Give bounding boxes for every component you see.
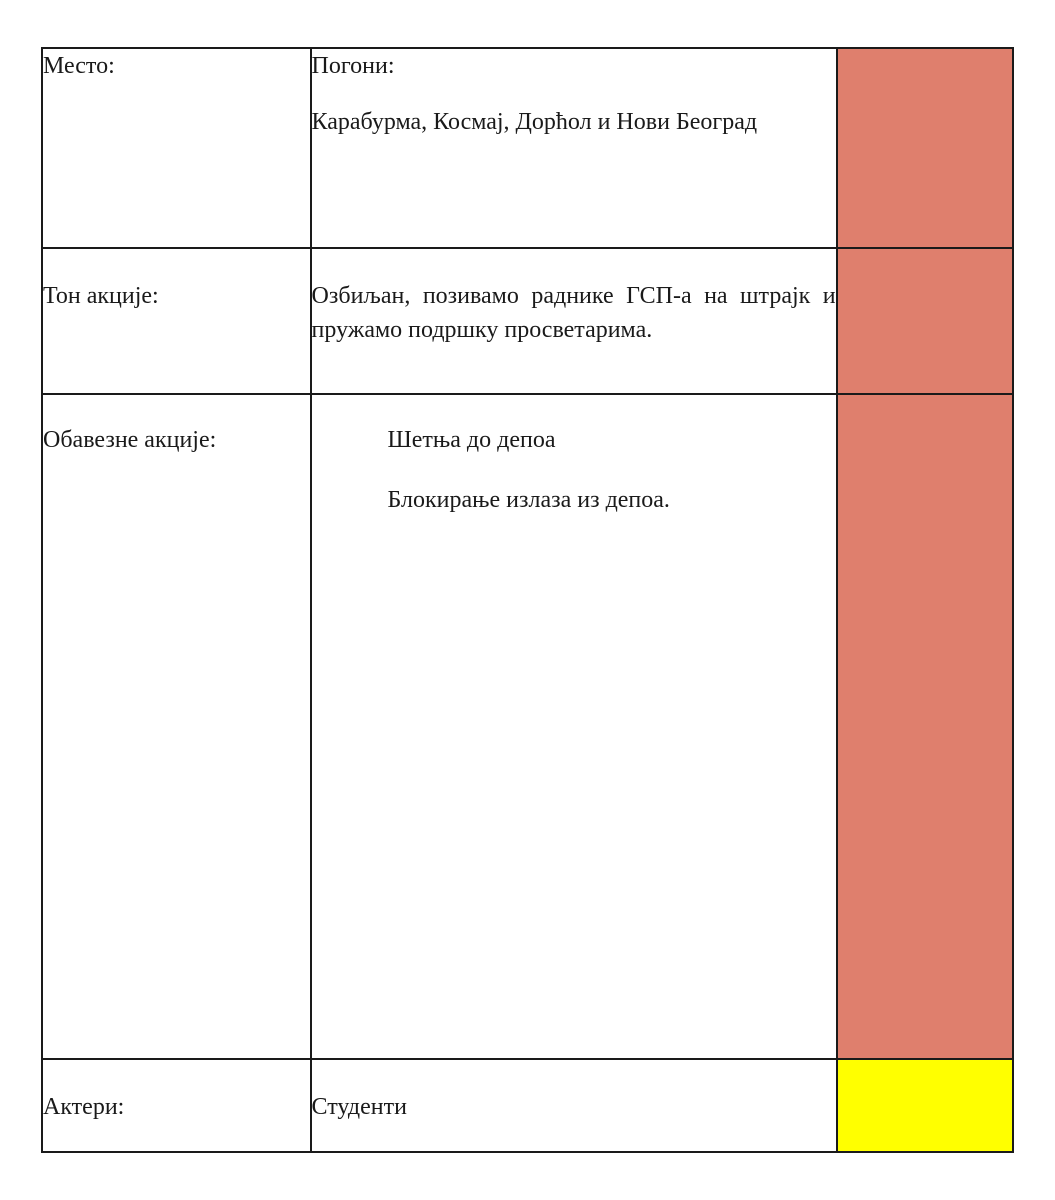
actions-status-cell — [837, 394, 1013, 1059]
actions-value — [311, 394, 837, 1059]
place-value-line: Карабурма, Космај, Дорћол и Нови Београд — [311, 109, 758, 135]
tone-status-cell — [837, 248, 1013, 394]
table-row-actors — [42, 1059, 1013, 1152]
place-value-line: Погони: — [311, 53, 395, 79]
actions-label: Обавезне акције: — [42, 394, 311, 1059]
table-row-place — [42, 48, 1013, 248]
actors-label: Актери: — [42, 1059, 311, 1152]
tone-value — [311, 248, 837, 394]
place-label: Место: — [42, 48, 311, 248]
place-value — [311, 48, 837, 248]
actors-status-cell — [837, 1059, 1013, 1152]
actors-value-text: Студенти — [311, 1094, 407, 1120]
place-status-cell — [837, 48, 1013, 248]
tone-label: Тон акције: — [42, 248, 311, 394]
actors-value — [311, 1059, 837, 1152]
action-item: Шетња до депоа — [387, 427, 556, 453]
action-plan-table — [41, 47, 1014, 1153]
action-item: Блокирање излаза из депоа. — [387, 487, 670, 513]
table-row-actions — [42, 394, 1013, 1059]
actions-list — [312, 423, 836, 517]
table-row-tone — [42, 248, 1013, 394]
tone-value-text: Озбиљан, позивамо раднике ГСП-а на штрајк и пружамо подршку просветарима. — [311, 283, 836, 343]
